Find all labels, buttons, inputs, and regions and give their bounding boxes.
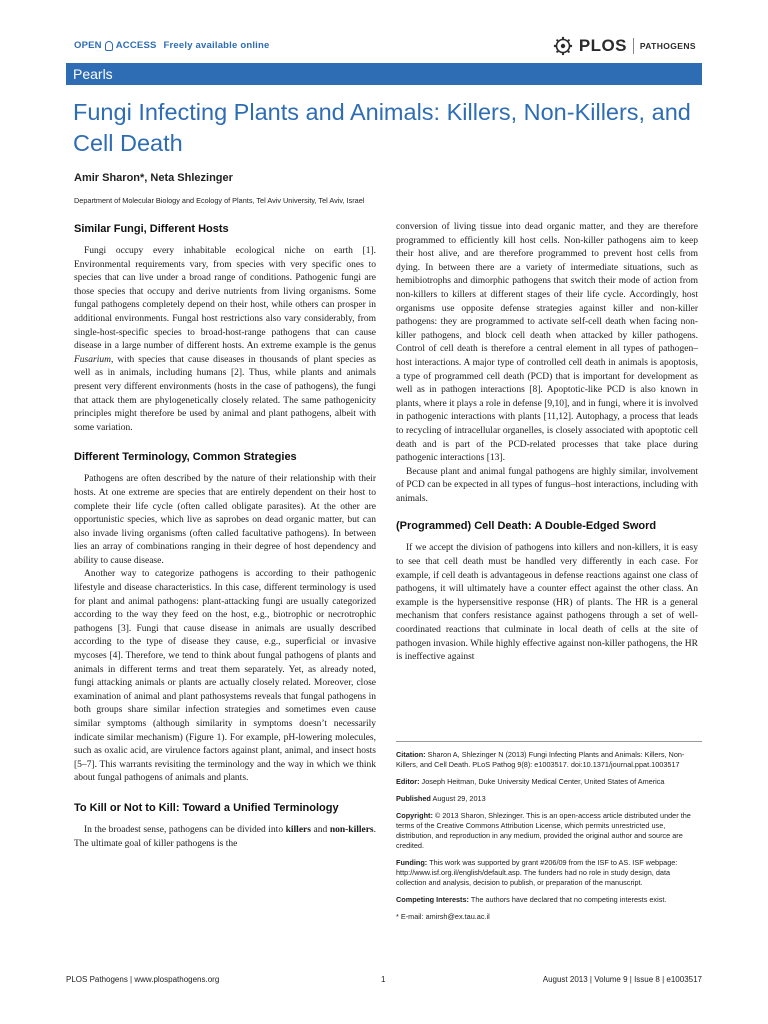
publisher-name: PLOS (578, 36, 627, 55)
citation-text: Sharon A, Shlezinger N (2013) Fungi Infecting Plants and Animals: Killers, Non-Killers, and Cell Death. PLoS Pathog 9(8): e1003517. doi:10.1371/journal.ppat.1003517 (396, 750, 685, 769)
citation-label: Citation: (396, 750, 426, 759)
copyright-text: © 2013 Sharon, Shlezinger. This is an open-access article distributed under the terms of the Creative Commons Attribution License, which permits unrestricted use, distribution, and reproduction in any medium, provided the original author and source are credited. (396, 811, 691, 850)
heading-to-kill: To Kill or Not to Kill: Toward a Unified Terminology (74, 801, 339, 814)
copyright-label: Copyright: (396, 811, 433, 820)
funding (396, 858, 702, 888)
logo-divider (633, 38, 634, 54)
text-run: , with species that cause diseases in thousands of plant species as well as in animals, including humans [2]. Thus, while plants and animals present very different environments (hosts in the case of pathogens), the fungi that attack them are phylogenetically closely related. The same pathogenicity principles might therefore be used by animal and plant pathogens, albeit with some variation. (74, 354, 376, 433)
citation (396, 750, 702, 770)
genus-name: Fusarium (74, 354, 111, 365)
text-run: and (310, 824, 330, 835)
right-column (396, 221, 698, 679)
competing-text: The authors have declared that no competing interests exist. (470, 895, 667, 904)
article-title: Fungi Infecting Plants and Animals: Killers, Non-Killers, and Cell Death (73, 99, 691, 156)
footer-journal: PLOS Pathogens | www.plospathogens.org (66, 975, 220, 984)
paragraph: If we accept the division of pathogens into killers and non-killers, it is easy to see that cell death must be handled very differently in each case. For example, if cell death is advantageous in defense reactions against one class of pathogens, it will ultimately have a counter effect against the other class. An example is the hypersensitive response (HR) of plants. The HR is a general mechanism that confers resistance against pathogens through a set of well-coordinated reactions that culminate in local death of cells at the site of pathogen invasion. While highly effective against non-killer pathogens, the HR is ineffective against (396, 543, 698, 663)
paragraph (74, 245, 376, 435)
heading-cell-death: (Programmed) Cell Death: A Double-Edged Sword (396, 520, 657, 533)
term-killers: killers (285, 824, 311, 835)
heading-different-terminology: Different Terminology, Common Strategies (74, 451, 297, 464)
paragraph: Because plant and animal fungal pathogens are highly similar, involvement of PCD can be expected in all types of fungus–host interactions, including with animals. (396, 466, 698, 504)
editor (396, 777, 702, 787)
text-run: . The ultimate goal of killer pathogens is the (74, 824, 376, 849)
access-label: ACCESS (115, 40, 157, 51)
editor-text: Joseph Heitman, Duke University Medical Center, United States of America (421, 777, 665, 786)
text-run: In the broadest sense, pathogens can be divided into (84, 824, 286, 835)
open-label: OPEN (74, 40, 102, 51)
copyright (396, 811, 702, 851)
journal-header (74, 36, 696, 58)
funding-label: Funding: (396, 858, 428, 867)
paragraph (74, 824, 376, 851)
affiliation: Department of Molecular Biology and Ecology of Plants, Tel Aviv University, Tel Aviv, Israel (74, 196, 365, 205)
competing-interests (396, 895, 702, 905)
term-non-killers: non-killers (329, 824, 374, 835)
section-banner (66, 63, 702, 85)
paragraph: conversion of living tissue into dead organic matter, and they are therefore programmed to efficiently kill host cells. Non-killer pathogens aim to keep their host alive, and are therefore programmed to prevent host cells from dying. In between there are a variety of intermediate situations, such as hemibiotrophs and dimorphic pathogens that switch their mode of action from non-killers to killers at different stages of their life cycle. Accordingly, host organisms use opposite defense strategies against killer and non-killer pathogens: they are programmed to activate self-cell death when facing non-killer pathogens, and block cell death when attacked by killer pathogens. Control of cell death is therefore a central element in all types of pathogen–host interactions. A major type of controlled cell death in animals is apoptosis, a type of programmed cell death (PCD) that is important for development as well as in pathogen interactions [8]. Apoptotic-like PCD is also known in plants, where it plays a role in defense [9,10], and in fungi, where it is involved in pathogenic interactions with plants [11,12]. Autophagy, a process that leads to recycling of intracellular organelles, is closely associated with apoptotic cell death and is part of the PCD-related processes that take place during pathogenic interactions [13]. (396, 222, 698, 464)
paragraph: Pathogens are often described by the nature of their relationship with their hosts. At one extreme are species that are entirely dependent on their host to complete their life cycle (often called obligate parasites). At the other are opportunistic species, which live as saprobes on dead organic matter, but can also invade living organisms (often called facultative pathogens). In between lies an array of combinations ranging in their degree of host dependency and ability to cause disease. (74, 474, 376, 566)
footer-issue: August 2013 | Volume 9 | Issue 8 | e1003517 (542, 975, 702, 984)
author-email: * E-mail: amirsh@ex.tau.ac.il (396, 912, 490, 921)
plos-emblem-icon (553, 36, 573, 56)
text-run: Fungi occupy every inhabitable ecological niche on earth [1]. Environmental requirements vary, from species with very specific ones to species that can live under a broad range of conditions. Pathogenic fungi are those species that occupy and derive nutrients from living organisms. Some fungal pathogens completely depend on their host, while others can prosper in additional environments. Fungal host restrictions also vary considerably, from single-host-specific species to broad-host-range pathogens that can cause disease in a large number of different hosts. An extreme example is the genus (74, 246, 376, 352)
published-date: August 29, 2013 (432, 794, 486, 803)
article-metadata (396, 741, 702, 929)
open-access-badge (74, 40, 270, 51)
heading-similar-fungi: Similar Fungi, Different Hosts (74, 223, 229, 235)
competing-label: Competing Interests: (396, 895, 469, 904)
published-label: Published (396, 794, 431, 803)
plos-logo (553, 36, 696, 56)
freely-available-label: Freely available online (163, 40, 270, 51)
section-label: Pearls (73, 66, 113, 82)
journal-name: PATHOGENS (639, 41, 696, 51)
editor-label: Editor: (396, 777, 420, 786)
published (396, 794, 702, 804)
page-number: 1 (381, 975, 386, 984)
left-column (74, 221, 376, 865)
author-list: Amir Sharon*, Neta Shlezinger (74, 172, 233, 184)
paragraph: Another way to categorize pathogens is according to their pathogenic lifestyle and disease characteristics. In this case, different terminology is used for plant and animal pathogens: plant-attacking fungi are usually categorized according to the way they feed on the host, e.g., biotrophic or necrotrophic pathogens [3]. Fungi that cause disease in animals are usually described according to the type of disease they cause, e.g., superficial or invasive mycoses [4]. Therefore, we tend to think about fungal pathogens of plants and animals in different terms and treat them separately. Yet, as already noted, fungi attacking animals or plants are actually closely related. Moreover, close examination of animal and plant pathosystems reveals that fungal pathogens in both groups share similar infection strategies and sometimes even cause similar symptoms (although similarity in symptoms doesn’t necessarily indicate similar mechanism) (Figure 1). For example, pH-lowering molecules, such as oxalic acid, are virulence factors against plant, animal, and insect hosts [5–7]. This warrants revisiting the terminology and the way in which we think about fungal pathogens of animals and plants. (74, 569, 376, 784)
open-access-lock-icon (105, 41, 113, 51)
funding-text: This work was supported by grant #206/09 from the ISF to AS. ISF webpage: http://www.isf.org.il/english/default.asp. The funders had no role in study design, data collection and analysis, decision to publish, or preparation of the manuscript. (396, 858, 678, 887)
